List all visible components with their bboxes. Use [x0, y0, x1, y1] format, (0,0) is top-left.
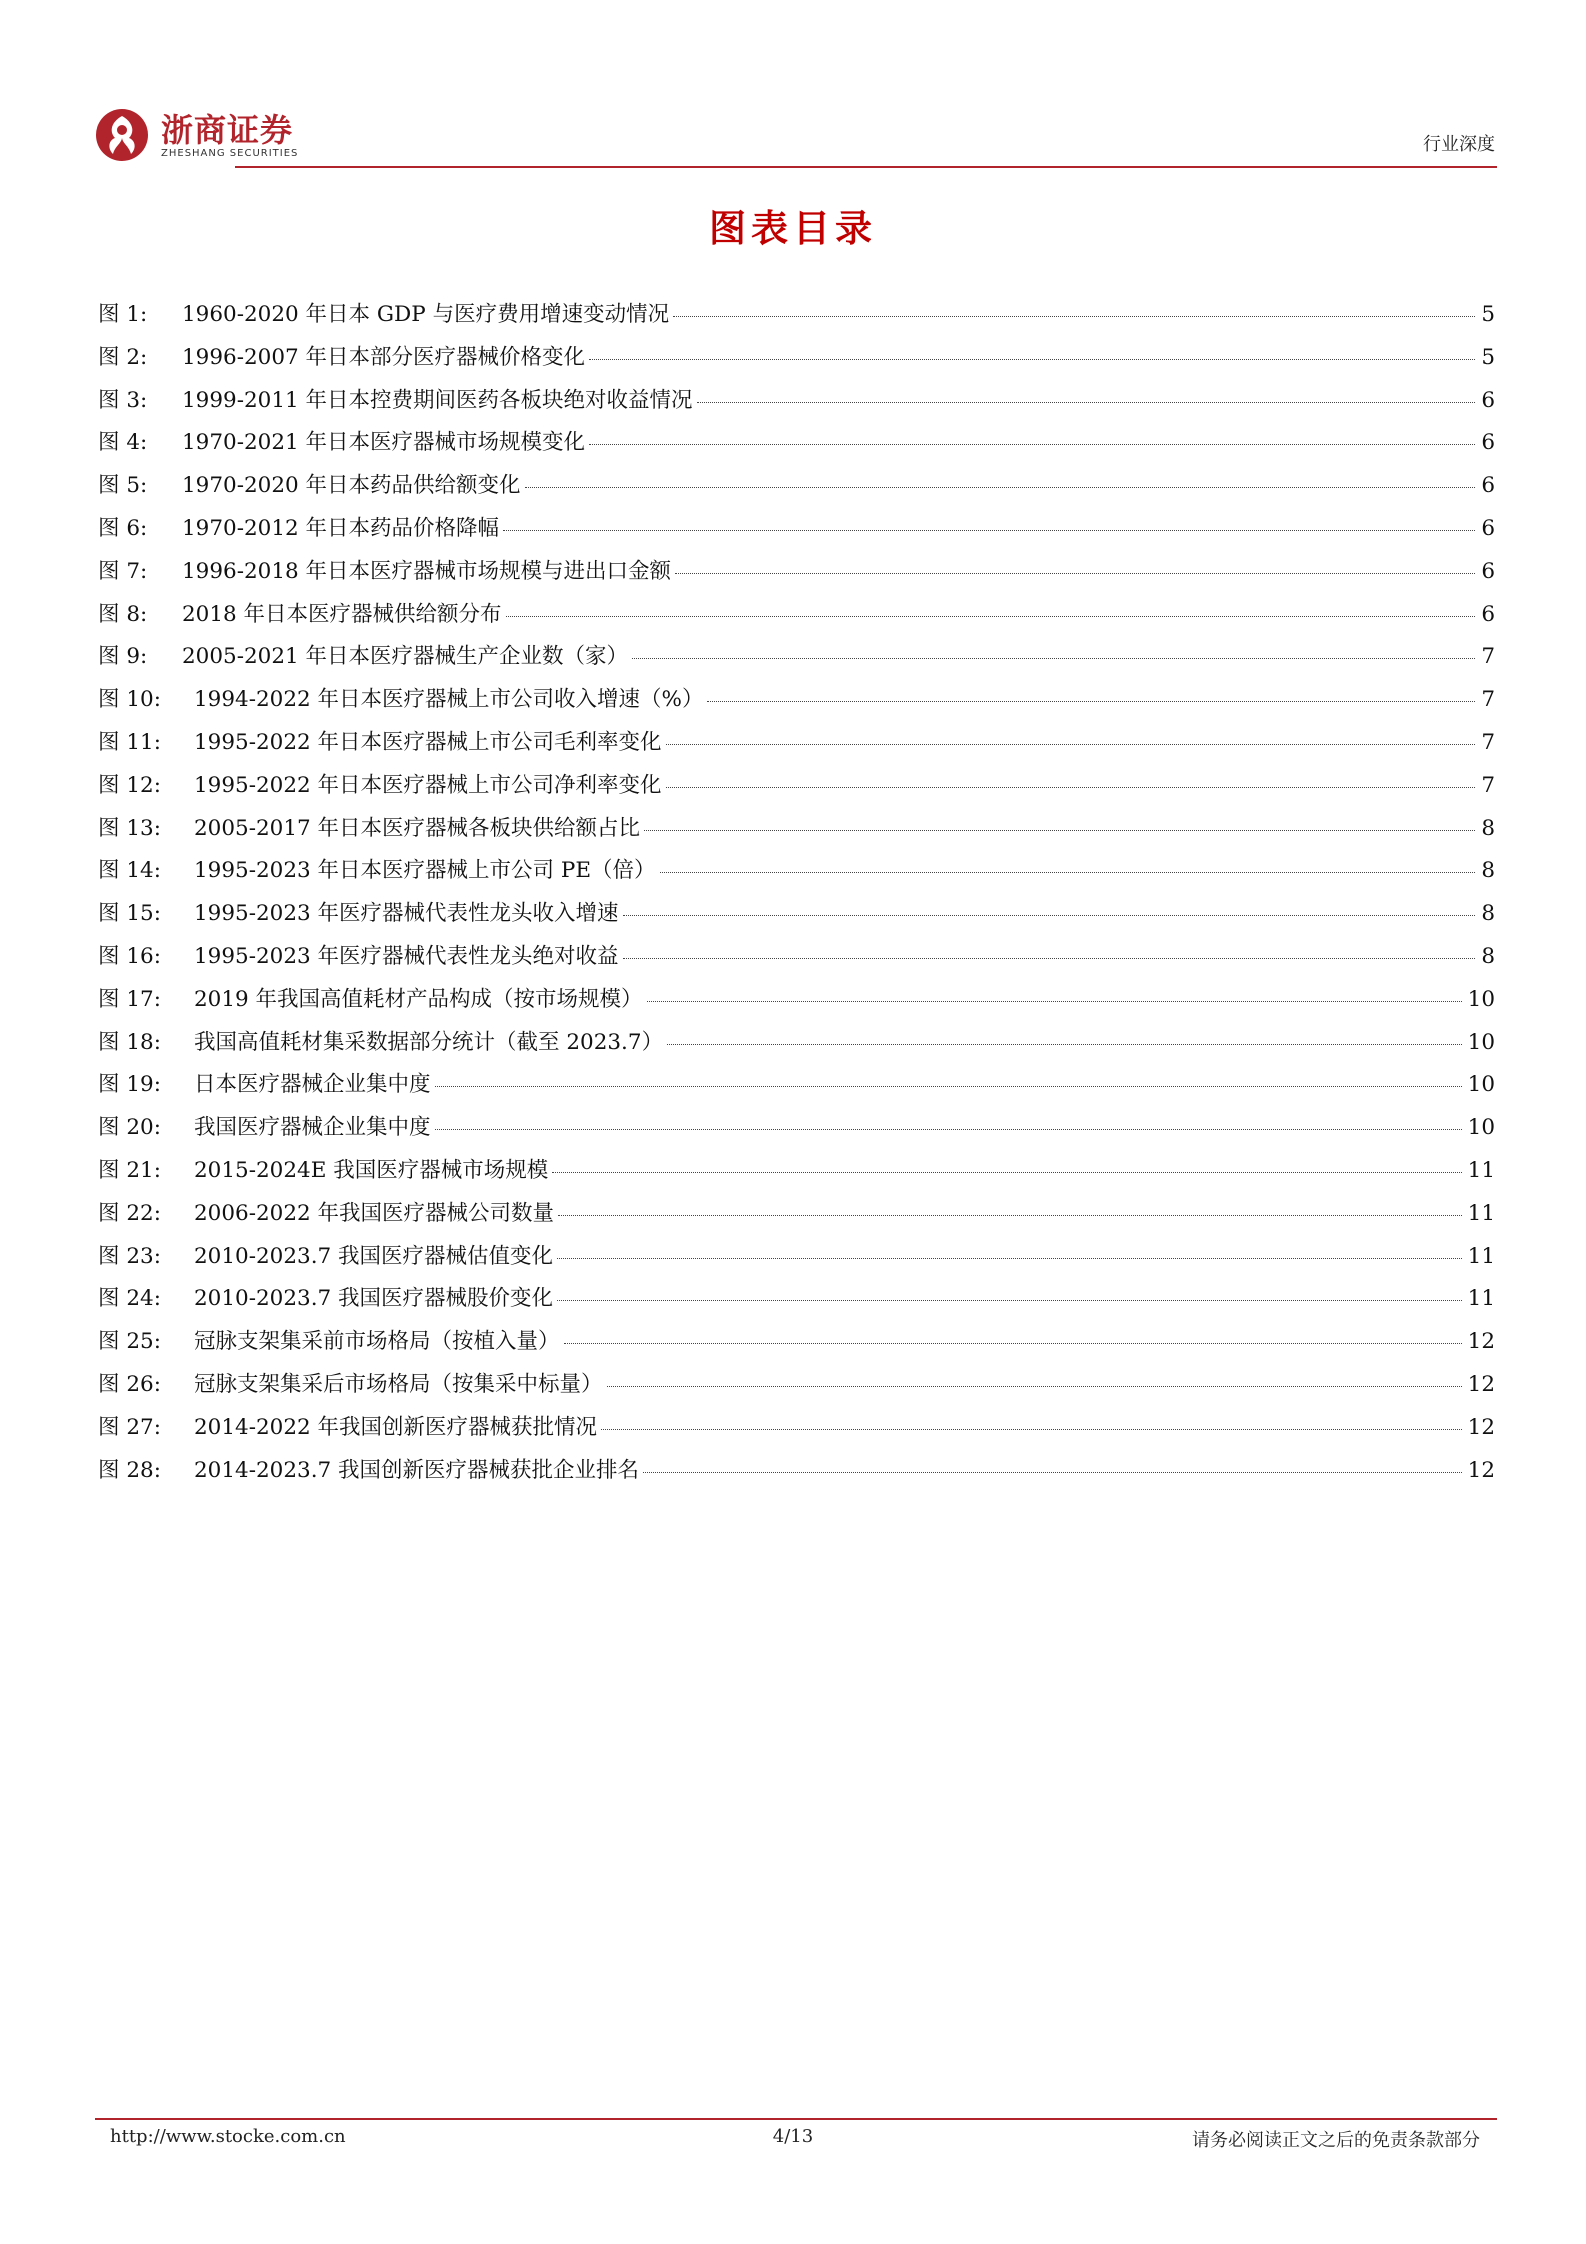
toc-entry-title[interactable]: 1995-2023 年日本医疗器械上市公司 PE（倍）: [194, 858, 656, 884]
toc-entry[interactable]: [98, 1067, 1495, 1110]
toc-dot-leader: [647, 1001, 1462, 1002]
toc-entry-number: 图 24:: [98, 1286, 161, 1312]
toc-dot-leader: [643, 1472, 1462, 1473]
toc-dot-leader: [558, 1215, 1462, 1216]
toc-entry[interactable]: [98, 725, 1495, 768]
toc-dot-leader: [673, 316, 1475, 317]
toc-entry[interactable]: [98, 639, 1495, 682]
toc-entry-title[interactable]: 冠脉支架集采后市场格局（按集采中标量）: [194, 1371, 603, 1397]
toc-entry-number: 图 6:: [98, 515, 148, 541]
footer-divider: [95, 2118, 1497, 2120]
toc-dot-leader: [697, 402, 1476, 403]
company-logo[interactable]: [95, 102, 335, 166]
toc-entry-title[interactable]: 1960-2020 年日本 GDP 与医疗费用增速变动情况: [182, 302, 670, 327]
toc-entry-number: 图 3:: [98, 387, 148, 413]
toc-dot-leader: [589, 359, 1475, 360]
toc-dot-leader: [503, 530, 1475, 531]
toc-entry-title[interactable]: 1995-2023 年医疗器械代表性龙头绝对收益: [194, 943, 619, 969]
toc-entry-number: 图 16:: [98, 943, 161, 969]
toc-entry-page[interactable]: 6: [1481, 601, 1495, 627]
toc-entry-title[interactable]: 2014-2022 年我国创新医疗器械获批情况: [194, 1414, 598, 1440]
toc-dot-leader: [601, 1429, 1462, 1430]
toc-entry-number: 图 14:: [98, 858, 161, 884]
toc-entry-page[interactable]: 8: [1481, 858, 1495, 884]
toc-entry-number: 图 1:: [98, 302, 148, 327]
toc-entry-page[interactable]: 12: [1467, 1414, 1495, 1440]
toc-entry[interactable]: [98, 1153, 1495, 1196]
brand-name-cn: 浙商证券: [161, 111, 294, 149]
page-header: [95, 98, 1495, 168]
toc-dot-leader: [607, 1386, 1462, 1387]
toc-entry-title[interactable]: 2006-2022 年我国医疗器械公司数量: [194, 1200, 555, 1226]
toc-dot-leader: [557, 1300, 1462, 1301]
toc-entry-page[interactable]: 7: [1481, 687, 1495, 713]
toc-entry-number: 图 7:: [98, 558, 148, 584]
toc-entry[interactable]: [98, 340, 1495, 383]
footer-disclaimer: 请务必阅读正文之后的免责条款部分: [1192, 2130, 1480, 2151]
toc-entry[interactable]: [98, 511, 1495, 554]
toc-dot-leader: [644, 830, 1475, 831]
toc-dot-leader: [623, 915, 1476, 916]
toc-entry-number: 图 28:: [98, 1457, 161, 1483]
toc-entry[interactable]: [98, 1367, 1495, 1410]
toc-entry-number: 图 20:: [98, 1115, 161, 1141]
toc-entry-title[interactable]: 2018 年日本医疗器械供给额分布: [182, 601, 502, 627]
toc-entry-title[interactable]: 1995-2022 年日本医疗器械上市公司净利率变化: [194, 772, 662, 798]
toc-entry-title[interactable]: 2019 年我国高值耗材产品构成（按市场规模）: [194, 986, 643, 1012]
toc-entry-title[interactable]: 1970-2012 年日本药品价格降幅: [182, 515, 500, 541]
report-type-label: 行业深度: [1423, 134, 1495, 155]
toc-entry[interactable]: [98, 811, 1495, 854]
toc-entry-number: 图 11:: [98, 729, 161, 755]
toc-entry[interactable]: [98, 682, 1495, 725]
toc-entry-number: 图 23:: [98, 1243, 161, 1269]
toc-entry-page[interactable]: 12: [1467, 1371, 1495, 1397]
toc-entry-page[interactable]: 8: [1481, 901, 1495, 927]
toc-entry[interactable]: [98, 468, 1495, 511]
toc-dot-leader: [707, 701, 1475, 702]
toc-dot-leader: [435, 1129, 1462, 1130]
toc-dot-leader: [632, 658, 1475, 659]
toc-entry-page[interactable]: 10: [1467, 986, 1495, 1012]
toc-entry-number: 图 9:: [98, 644, 148, 670]
toc-entry-page[interactable]: 7: [1481, 772, 1495, 798]
toc-entry-page[interactable]: 8: [1481, 943, 1495, 969]
toc-entry-title[interactable]: 1995-2022 年日本医疗器械上市公司毛利率变化: [194, 729, 662, 755]
toc-entry[interactable]: [98, 1324, 1495, 1367]
toc-title: 图表目录: [709, 207, 877, 250]
toc-entry-page[interactable]: 6: [1481, 473, 1495, 499]
toc-entry[interactable]: [98, 1239, 1495, 1282]
toc-dot-leader: [660, 872, 1476, 873]
toc-entry-number: 图 15:: [98, 901, 161, 927]
toc-entry-number: 图 8:: [98, 601, 148, 627]
footer-website-link[interactable]: http://www.stocke.com.cn: [110, 2126, 346, 2147]
toc-dot-leader: [557, 1258, 1462, 1259]
toc-entry[interactable]: [98, 297, 1495, 340]
toc-entry-number: 图 10:: [98, 687, 161, 713]
toc-entry[interactable]: [98, 425, 1495, 468]
toc-dot-leader: [552, 1172, 1461, 1173]
toc-entry-title[interactable]: 我国高值耗材集采数据部分统计（截至 2023.7）: [194, 1029, 664, 1055]
toc-entry-title[interactable]: 我国医疗器械企业集中度: [194, 1115, 431, 1141]
toc-entry-page[interactable]: 11: [1467, 1286, 1495, 1312]
toc-entry-title[interactable]: 1996-2007 年日本部分医疗器械价格变化: [182, 344, 586, 370]
footer-page-number: 4/13: [772, 2126, 814, 2147]
toc-entry-page[interactable]: 7: [1481, 729, 1495, 755]
toc-entry-title[interactable]: 2015-2024E 我国医疗器械市场规模: [194, 1157, 549, 1183]
toc-entry-number: 图 5:: [98, 473, 148, 499]
toc-entry-page[interactable]: 6: [1481, 515, 1495, 541]
toc-entry-title[interactable]: 1996-2018 年日本医疗器械市场规模与进出口金额: [182, 558, 672, 584]
toc-entry-number: 图 25:: [98, 1329, 161, 1355]
toc-entry[interactable]: [98, 768, 1495, 811]
toc-entry-title[interactable]: 1970-2020 年日本药品供给额变化: [182, 473, 521, 499]
toc-entry-title[interactable]: 日本医疗器械企业集中度: [194, 1072, 431, 1098]
toc-entry[interactable]: [98, 939, 1495, 982]
toc-entry-page[interactable]: 10: [1467, 1115, 1495, 1141]
toc-entry-title[interactable]: 冠脉支架集采前市场格局（按植入量）: [194, 1329, 560, 1355]
toc-entry[interactable]: [98, 383, 1495, 426]
toc-entry[interactable]: [98, 1410, 1495, 1453]
toc-entry-page[interactable]: 5: [1481, 302, 1495, 327]
toc-entry-page[interactable]: 8: [1481, 815, 1495, 841]
toc-entry-title[interactable]: 2005-2021 年日本医疗器械生产企业数（家）: [182, 644, 629, 670]
toc-entry-page[interactable]: 6: [1481, 430, 1495, 456]
toc-entry-page[interactable]: 6: [1481, 387, 1495, 413]
toc-entry-title[interactable]: 1994-2022 年日本医疗器械上市公司收入增速（%）: [194, 687, 704, 713]
toc-entry-number: 图 13:: [98, 815, 161, 841]
toc-entry[interactable]: [98, 1453, 1495, 1496]
toc-entry-page[interactable]: 12: [1467, 1329, 1495, 1355]
toc-entry-title[interactable]: 2010-2023.7 我国医疗器械股价变化: [194, 1286, 554, 1312]
toc-entry-number: 图 19:: [98, 1072, 161, 1098]
toc-entry-page[interactable]: 11: [1467, 1200, 1495, 1226]
toc-entry[interactable]: [98, 554, 1495, 597]
toc-entry-number: 图 21:: [98, 1157, 161, 1183]
toc-dot-leader: [564, 1343, 1462, 1344]
toc-entry-page[interactable]: 7: [1481, 644, 1495, 670]
toc-entry-title[interactable]: 2010-2023.7 我国医疗器械估值变化: [194, 1243, 554, 1269]
toc-entry[interactable]: [98, 1196, 1495, 1239]
toc-dot-leader: [589, 444, 1475, 445]
toc-dot-leader: [675, 573, 1475, 574]
toc-entry-title[interactable]: 1999-2011 年日本控费期间医药各板块绝对收益情况: [182, 387, 693, 413]
toc-dot-leader: [506, 616, 1476, 617]
toc-entry-title[interactable]: 1995-2023 年医疗器械代表性龙头收入增速: [194, 901, 619, 927]
brand-name-en: ZHESHANG SECURITIES: [161, 148, 299, 159]
toc-dot-leader: [623, 958, 1476, 959]
toc-entry-title[interactable]: 2014-2023.7 我国创新医疗器械获批企业排名: [194, 1457, 640, 1483]
toc-entry[interactable]: [98, 1110, 1495, 1153]
toc-entry-title[interactable]: 2005-2017 年日本医疗器械各板块供给额占比: [194, 815, 641, 841]
toc-entry-page[interactable]: 10: [1467, 1072, 1495, 1098]
toc-entry[interactable]: [98, 896, 1495, 939]
toc-entry[interactable]: [98, 982, 1495, 1025]
toc-entry-page[interactable]: 6: [1481, 558, 1495, 584]
toc-entry[interactable]: [98, 1281, 1495, 1324]
toc-entry-number: 图 4:: [98, 430, 148, 456]
toc-dot-leader: [435, 1086, 1462, 1087]
toc-entry-title[interactable]: 1970-2021 年日本医疗器械市场规模变化: [182, 430, 586, 456]
toc-entry-number: 图 17:: [98, 986, 161, 1012]
toc-entry-number: 图 2:: [98, 344, 148, 370]
toc-entry-page[interactable]: 12: [1467, 1457, 1495, 1483]
toc-entry-number: 图 12:: [98, 772, 161, 798]
toc-entry-page[interactable]: 10: [1467, 1029, 1495, 1055]
toc-dot-leader: [666, 744, 1476, 745]
zheshang-logo-icon: [95, 108, 149, 162]
toc-dot-leader: [666, 787, 1476, 788]
toc-dot-leader: [667, 1044, 1462, 1045]
toc-entry-page[interactable]: 5: [1481, 344, 1495, 370]
toc-entry-number: 图 27:: [98, 1414, 161, 1440]
toc-entry-page[interactable]: 11: [1467, 1157, 1495, 1183]
toc-entry[interactable]: [98, 597, 1495, 640]
figure-table-of-contents: [98, 297, 1495, 1495]
toc-entry-number: 图 26:: [98, 1371, 161, 1397]
toc-entry[interactable]: [98, 853, 1495, 896]
toc-entry-number: 图 18:: [98, 1029, 161, 1055]
toc-entry-page[interactable]: 11: [1467, 1243, 1495, 1269]
header-divider: [235, 166, 1497, 168]
toc-entry[interactable]: [98, 1025, 1495, 1068]
toc-entry-number: 图 22:: [98, 1200, 161, 1226]
toc-dot-leader: [525, 487, 1476, 488]
